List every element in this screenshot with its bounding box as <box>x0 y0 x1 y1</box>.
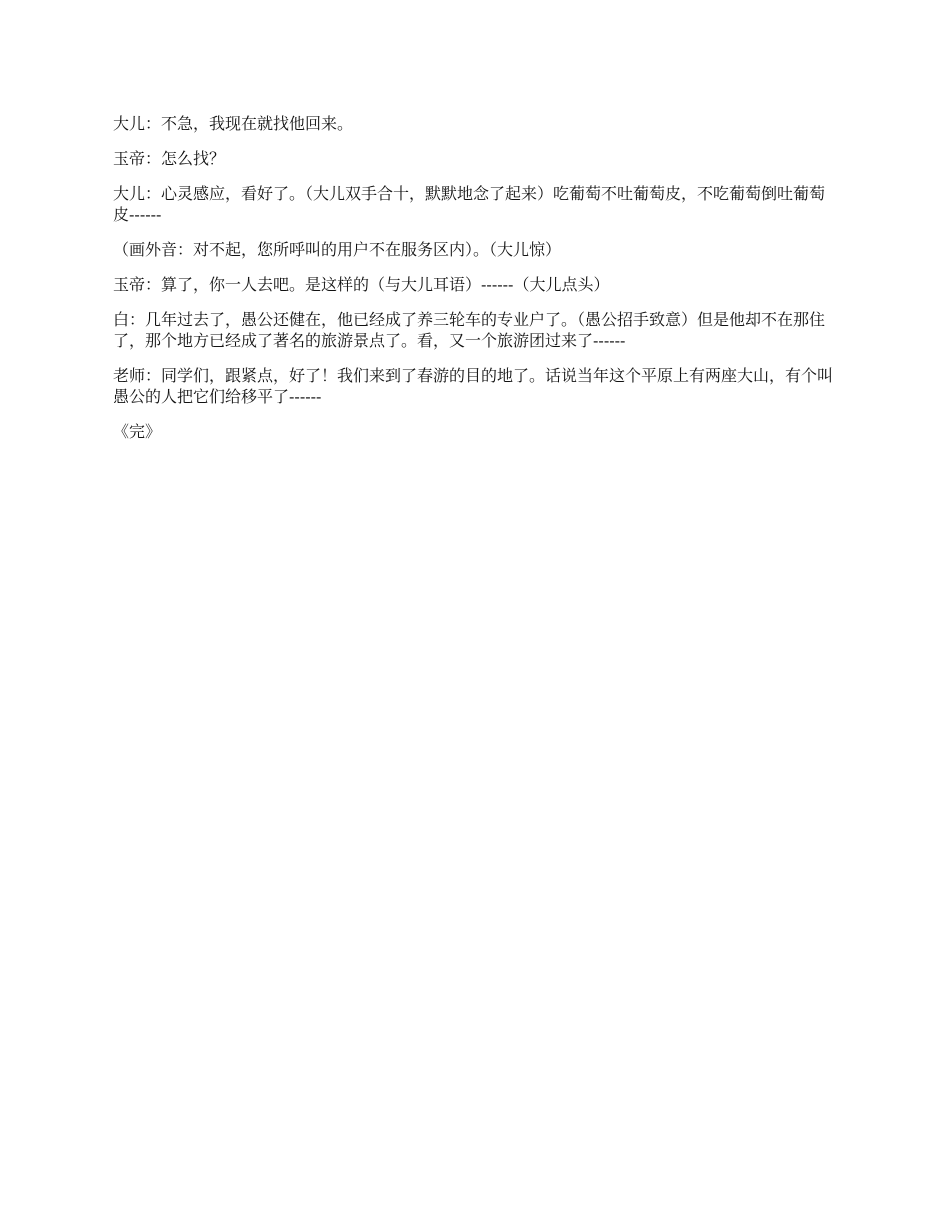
dialogue-line: 大儿：心灵感应，看好了。（大儿双手合十，默默地念了起来）吃葡萄不吐葡萄皮，不吃葡萄倒吐葡萄皮------ <box>113 184 826 224</box>
narration-line: 白：几年过去了，愚公还健在，他已经成了养三轮车的专业户了。（愚公招手致意）但是他却不在那住了，那个地方已经成了著名的旅游景点了。看，又一个旅游团过来了------ <box>113 310 826 350</box>
dialogue-line: 玉帝：怎么找？ <box>113 149 226 168</box>
narration-line: （画外音：对不起，您所呼叫的用户不在服务区内）。（大儿惊） <box>113 240 562 259</box>
dialogue-line: 玉帝：算了，你一人去吧。是这样的（与大儿耳语）------（大儿点头） <box>113 275 610 294</box>
dialogue-line: 大儿：不急，我现在就找他回来。 <box>113 114 354 133</box>
document-body <box>113 113 843 456</box>
dialogue-line: 老师：同学们，跟紧点，好了！我们来到了春游的目的地了。话说当年这个平原上有两座大山，有个叫愚公的人把它们给移平了------ <box>113 366 834 406</box>
end-mark: 《完》 <box>113 422 162 441</box>
